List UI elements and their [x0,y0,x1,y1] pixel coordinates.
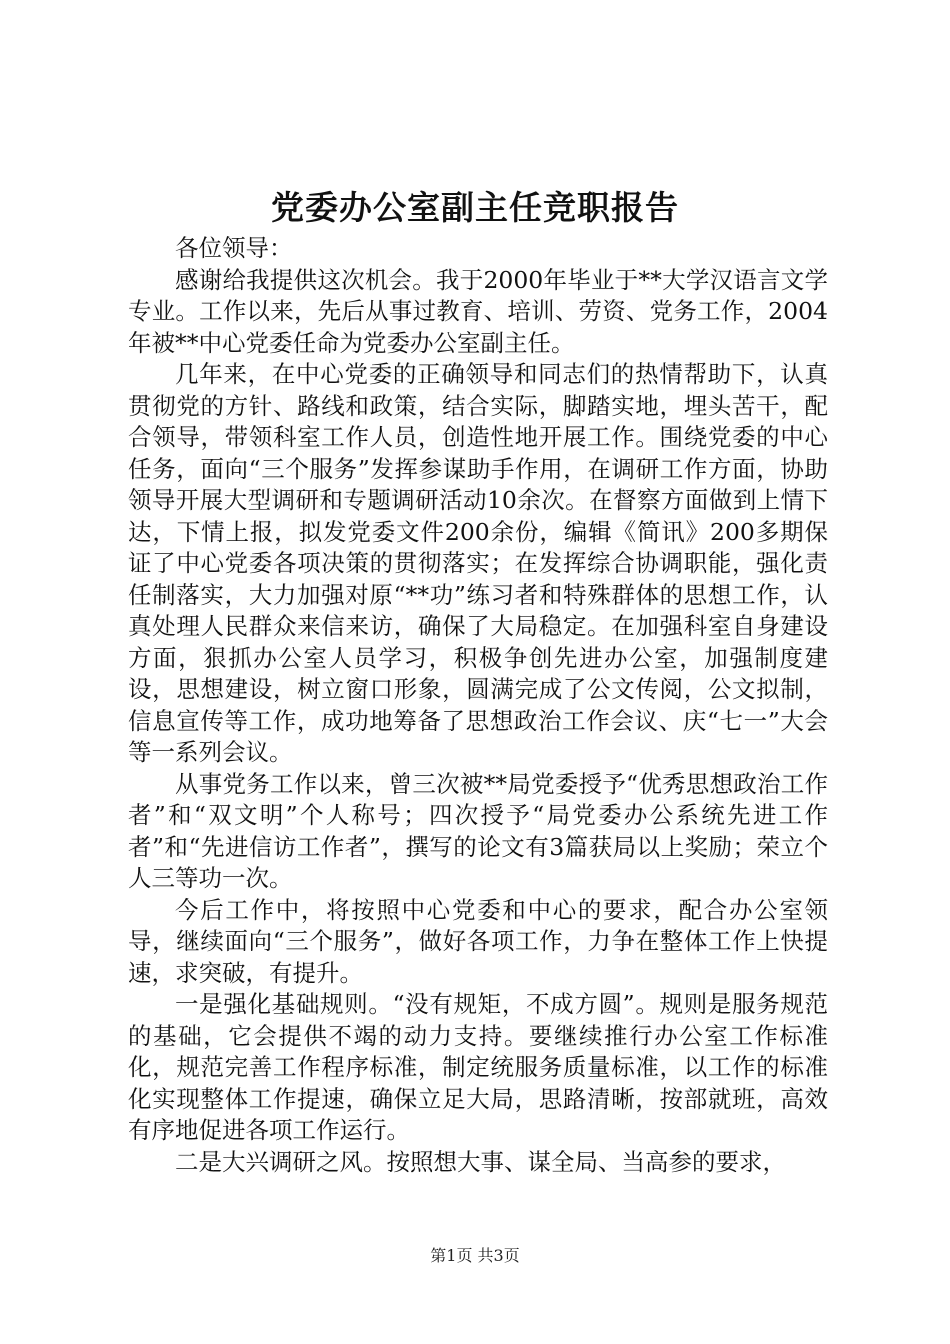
body-paragraph: 从事党务工作以来，曾三次被**局党委授予“优秀思想政治工作者”和“双文明”个人称号；四次授予“局党委办公系统先进工作者”和“先进信访工作者”，撰写的论文有3篇获局以上奖励；荣立个人三等功一次。 [128,769,828,892]
document-title: 党委办公室副主任竞职报告 [271,188,679,227]
body-paragraph: 几年来，在中心党委的正确领导和同志们的热情帮助下，认真贯彻党的方针、路线和政策，结合实际，脚踏实地，埋头苦干，配合领导，带领科室工作人员，创造性地开展工作。围绕党委的中心任务，面向“三个服务”发挥参谋助手作用，在调研工作方面，协助领导开展大型调研和专题调研活动10余次。在督察方面做到上情下达，下情上报，拟发党委文件200余份，编辑《简讯》200多期保证了中心党委各项决策的贯彻落实；在发挥综合协调职能，强化责任制落实，大力加强对原“**功”练习者和特殊群体的思想工作，认真处理人民群众来信来访，确保了大局稳定。在加强科室自身建设方面，狠抓办公室人员学习，积极争创先进办公室，加强制度建设，思想建设，树立窗口形象，圆满完成了公文传阅，公文拟制，信息宣传等工作，成功地筹备了思想政治工作会议、庆“七一”大会等一系列会议。 [128,360,828,766]
body-paragraph: 一是强化基础规则。“没有规矩，不成方圆”。规则是服务规范的基础，它会提供不竭的动力支持。要继续推行办公室工作标准化，规范完善工作程序标准，制定统服务质量标准，以工作的标准化实现整体工作提速，确保立足大局，思路清晰，按部就班，高效有序地促进各项工作运行。 [128,990,828,1144]
body-paragraph: 感谢给我提供这次机会。我于2000年毕业于**大学汉语言文学专业。工作以来，先后从事过教育、培训、劳资、党务工作，2004年被**中心党委任命为党委办公室副主任。 [128,265,828,357]
body-paragraph: 二是大兴调研之风。按照想大事、谋全局、当高参的要求， [175,1147,786,1176]
page-number-footer: 第1页 共3页 [430,1246,520,1265]
salutation-paragraph: 各位领导： [175,234,293,262]
body-paragraph: 今后工作中，将按照中心党委和中心的要求，配合办公室领导，继续面向“三个服务”，做好各项工作，力争在整体工作上快提速，求突破，有提升。 [128,895,828,987]
document-body [128,233,828,1178]
